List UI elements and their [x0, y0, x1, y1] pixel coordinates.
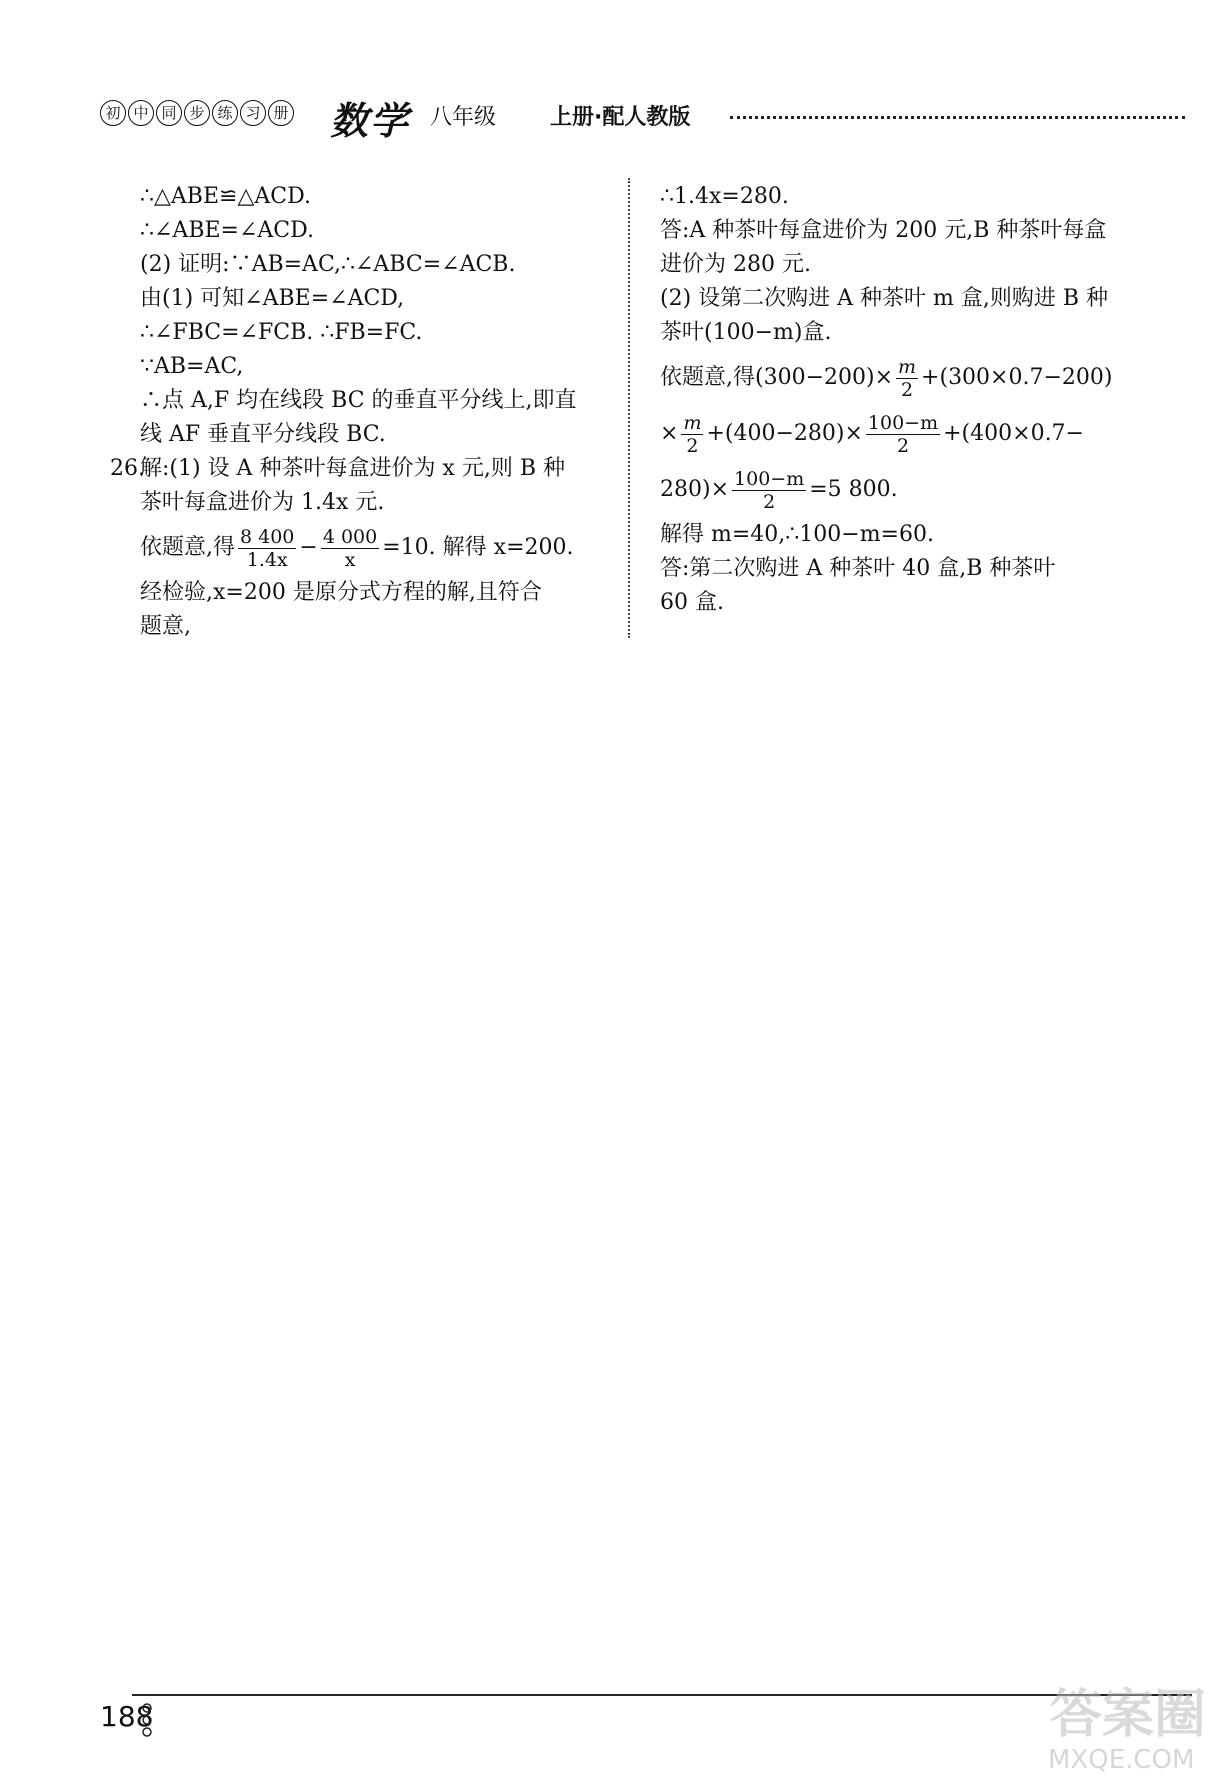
answer-line: 经检验,x=200 是原分式方程的解,且符合 — [140, 580, 542, 605]
fraction — [732, 468, 806, 513]
page-ornament-icon — [140, 1702, 154, 1742]
answer-line: 进价为 280 元. — [660, 252, 811, 277]
series-char: 步 — [184, 100, 210, 126]
fraction-numerator: 4 000 — [322, 525, 378, 548]
page-header — [100, 96, 1200, 143]
fraction-denominator: 2 — [900, 378, 914, 401]
answer-line: (2) 设第二次购进 A 种茶叶 m 盒,则购进 B 种 — [660, 286, 1109, 311]
fraction-numerator: 100−m — [734, 467, 805, 490]
answer-line: ∴∠ABE=∠ACD. — [140, 218, 314, 243]
fraction — [321, 526, 379, 571]
series-char: 中 — [128, 100, 154, 126]
answer-line: 答:A 种茶叶每盒进价为 200 元,B 种茶叶每盒 — [660, 218, 1107, 243]
series-char: 练 — [212, 100, 238, 126]
fraction-denominator: 2 — [686, 434, 699, 457]
page-number: 188 — [100, 1700, 154, 1733]
header-dotted-rule — [730, 116, 1185, 119]
answer-line: 解得 m=40,∴100−m=60. — [660, 522, 934, 547]
fraction-numerator: 8 400 — [240, 525, 295, 548]
answer-line: ∴1.4x=280. — [660, 184, 789, 209]
fraction — [681, 412, 703, 457]
fraction — [866, 412, 940, 457]
watermark-logo: 答案圈 — [1050, 1685, 1207, 1745]
fraction-numerator: m — [683, 411, 702, 434]
equation-suffix: =10. 解得 x=200. — [382, 535, 574, 560]
series-title — [100, 100, 296, 126]
equation-line — [660, 462, 1150, 518]
equation-line — [660, 406, 1150, 462]
minus-sign: − — [299, 535, 318, 560]
answer-line: 线 AF 垂直平分线段 BC. — [140, 422, 386, 447]
equation-suffix: +(400×0.7− — [943, 421, 1084, 446]
edition-label: 上册·配人教版 — [550, 105, 691, 130]
question-number: 26. — [110, 456, 145, 481]
answer-line: 茶叶每盒进价为 1.4x 元. — [140, 490, 385, 515]
answer-line: ∴点 A,F 均在线段 BC 的垂直平分线上,即直 — [140, 388, 577, 413]
equation-prefix: × — [660, 421, 679, 446]
answer-line: 题意, — [140, 614, 191, 639]
answer-line: ∴△ABE≌△ACD. — [140, 184, 311, 209]
answer-line: (2) 证明:∵AB=AC,∴∠ABC=∠ACB. — [140, 252, 516, 277]
series-char: 习 — [240, 100, 266, 126]
fraction-denominator: 1.4x — [246, 548, 288, 571]
answer-line: ∵AB=AC, — [140, 354, 244, 379]
equation-prefix: 280)× — [660, 477, 730, 502]
footer-rule — [132, 1694, 1192, 1696]
equation-middle: +(400−280)× — [706, 421, 863, 446]
equation-prefix: 依题意,得(300−200)× — [660, 365, 894, 390]
answer-line: 60 盒. — [660, 590, 724, 615]
grade-label: 八年级 — [430, 105, 497, 130]
right-column — [660, 180, 1150, 620]
fraction-denominator: 2 — [763, 490, 776, 513]
equation-suffix: +(300×0.7−200) — [921, 365, 1113, 390]
equation-line — [140, 520, 610, 576]
fraction-denominator: 2 — [896, 434, 910, 457]
question-26-line — [110, 452, 610, 486]
answer-line: 答:第二次购进 A 种茶叶 40 盒,B 种茶叶 — [660, 556, 1056, 581]
subject-title: 数学 — [330, 98, 411, 143]
series-char: 初 — [100, 100, 126, 126]
series-char: 同 — [156, 100, 182, 126]
column-divider — [628, 178, 630, 638]
left-column — [110, 180, 610, 644]
equation-prefix: 依题意,得 — [140, 535, 235, 560]
fraction — [238, 526, 296, 571]
series-char: 册 — [268, 100, 294, 126]
fraction-numerator: 100−m — [867, 411, 939, 434]
answer-line: 由(1) 可知∠ABE=∠ACD, — [140, 286, 405, 311]
answer-text: 解:(1) 设 A 种茶叶每盒进价为 x 元,则 B 种 — [140, 456, 565, 481]
watermark-url: MXQE.COM — [1048, 1745, 1195, 1775]
fraction-denominator: x — [344, 548, 356, 571]
equation-suffix: =5 800. — [809, 477, 898, 502]
answer-line: ∴∠FBC=∠FCB. ∴FB=FC. — [140, 320, 423, 345]
fraction — [896, 356, 918, 401]
equation-line — [660, 350, 1150, 406]
answer-line: 茶叶(100−m)盒. — [660, 320, 832, 345]
fraction-numerator: m — [898, 355, 917, 378]
